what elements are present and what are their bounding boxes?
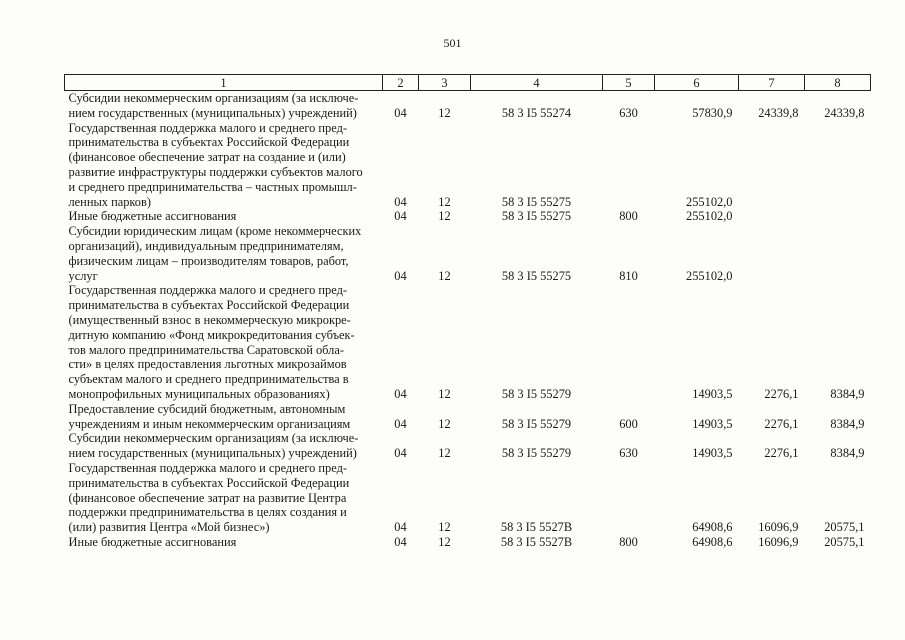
- budget-table: [64, 74, 871, 550]
- expense-type-code: 800: [619, 534, 638, 549]
- column-header: 5: [603, 75, 655, 91]
- section-code: 04: [394, 194, 407, 209]
- target-article-code: 58 3 I5 55279: [501, 386, 572, 401]
- table-row: [65, 209, 871, 224]
- amount-col8: 8384,9: [830, 446, 865, 461]
- expense-type-code: 800: [619, 209, 638, 224]
- amount-col6: 14903,5: [692, 446, 733, 461]
- row-description: Иные бюджетные ассигнования: [68, 534, 237, 549]
- amount-col6: 14903,5: [692, 386, 733, 401]
- page-number: 501: [443, 36, 462, 50]
- expense-type-code: 810: [619, 268, 638, 283]
- table-row: [65, 91, 871, 121]
- amount-col6: 64908,6: [692, 520, 733, 535]
- column-header: 1: [65, 75, 383, 91]
- amount-col7: [739, 224, 805, 283]
- amount-col7: 2276,1: [764, 386, 799, 401]
- expense-type-code: [603, 283, 655, 401]
- section-code: 04: [394, 386, 407, 401]
- row-description: Субсидии юридическим лицам (кроме некоммерческих организаций), индивидуальным предпринимателям, физическим лицам – производителям товаров, работ, услуг: [68, 224, 362, 283]
- section-code: 04: [394, 446, 407, 461]
- amount-col7: 2276,1: [764, 416, 799, 431]
- table-row: [65, 431, 871, 461]
- amount-col8: [805, 224, 871, 283]
- subsection-code: 12: [438, 268, 451, 283]
- column-header-row: [65, 75, 871, 91]
- amount-col8: 20575,1: [824, 534, 865, 549]
- column-header: 8: [805, 75, 871, 91]
- amount-col6: 14903,5: [692, 416, 733, 431]
- section-code: 04: [394, 520, 407, 535]
- row-description: Субсидии некоммерческим организациям (за исключе- нием государственных (муниципальных) учреждений): [68, 91, 359, 120]
- expense-type-code: [603, 461, 655, 535]
- column-header: 3: [419, 75, 471, 91]
- table-row: [65, 121, 871, 210]
- target-article-code: 58 3 I5 55279: [501, 416, 572, 431]
- amount-col7: 24339,8: [758, 105, 799, 120]
- column-header: 2: [383, 75, 419, 91]
- amount-col8: 24339,8: [824, 105, 865, 120]
- subsection-code: 12: [438, 534, 451, 549]
- section-code: 04: [394, 268, 407, 283]
- row-description: Иные бюджетные ассигнования: [68, 209, 237, 224]
- section-code: 04: [394, 209, 407, 224]
- target-article-code: 58 3 I5 55275: [501, 268, 572, 283]
- amount-col7: [739, 209, 805, 224]
- table-row: [65, 224, 871, 283]
- amount-col8: [805, 209, 871, 224]
- row-description: Государственная поддержка малого и среднего пред- принимательства в субъектах Российской Федерации (имущественный взнос в некоммерческую микрокре- дитную компанию «Фонд микрокредитования субъек- тов малого предпринимательства Саратовской обла- сти» в целях предоставления льготных микрозаймов субъектам малого и среднего предпринимательства в монопрофильных муниципальных образованиях): [68, 283, 355, 401]
- table-row: [65, 402, 871, 432]
- table-row: [65, 461, 871, 535]
- target-article-code: 58 3 I5 5527B: [500, 520, 573, 535]
- target-article-code: 58 3 I5 55275: [501, 194, 572, 209]
- amount-col7: [739, 121, 805, 210]
- subsection-code: 12: [438, 446, 451, 461]
- subsection-code: 12: [438, 194, 451, 209]
- amount-col6: 57830,9: [692, 105, 733, 120]
- target-article-code: 58 3 I5 5527B: [500, 534, 573, 549]
- section-code: 04: [394, 105, 407, 120]
- amount-col7: 16096,9: [758, 534, 799, 549]
- expense-type-code: 600: [619, 416, 638, 431]
- table-row: [65, 283, 871, 401]
- subsection-code: 12: [438, 416, 451, 431]
- column-header: 7: [739, 75, 805, 91]
- amount-col6: 64908,6: [692, 534, 733, 549]
- row-description: Предоставление субсидий бюджетным, автономным учреждениям и иным некоммерческим организациям: [68, 401, 351, 431]
- target-article-code: 58 3 I5 55275: [501, 209, 572, 224]
- amount-col8: [805, 121, 871, 210]
- amount-col8: 20575,1: [824, 520, 865, 535]
- amount-col6: 255102,0: [686, 268, 733, 283]
- amount-col8: 8384,9: [830, 386, 865, 401]
- amount-col6: 255102,0: [686, 194, 733, 209]
- amount-col6: 255102,0: [686, 209, 733, 224]
- expense-type-code: 630: [619, 446, 638, 461]
- target-article-code: 58 3 I5 55279: [501, 446, 572, 461]
- amount-col8: 8384,9: [830, 416, 865, 431]
- expense-type-code: [603, 121, 655, 210]
- expense-type-code: 630: [619, 105, 638, 120]
- subsection-code: 12: [438, 209, 451, 224]
- column-header: 6: [655, 75, 739, 91]
- section-code: 04: [394, 416, 407, 431]
- row-description: Государственная поддержка малого и среднего пред- принимательства в субъектах Российской Федерации (финансовое обеспечение затрат на развитие Центра поддержки предпринимательства в целях создания и (или) развития Центра «Мой бизнес»): [68, 460, 350, 535]
- row-description: Государственная поддержка малого и среднего пред- принимательства в субъектах Российской Федерации (финансовое обеспечение затрат на создание и (или) развитие инфраструктуры поддержки субъектов малого и среднего предпринимательства – частных промышл- ленных парков): [68, 120, 363, 209]
- target-article-code: 58 3 I5 55274: [501, 105, 572, 120]
- table-row: [65, 535, 871, 550]
- subsection-code: 12: [438, 520, 451, 535]
- amount-col7: 16096,9: [758, 520, 799, 535]
- row-description: Субсидии некоммерческим организациям (за исключе- нием государственных (муниципальных) учреждений): [68, 431, 359, 461]
- section-code: 04: [394, 534, 407, 549]
- subsection-code: 12: [438, 386, 451, 401]
- amount-col7: 2276,1: [764, 446, 799, 461]
- column-header: 4: [471, 75, 603, 91]
- subsection-code: 12: [438, 105, 451, 120]
